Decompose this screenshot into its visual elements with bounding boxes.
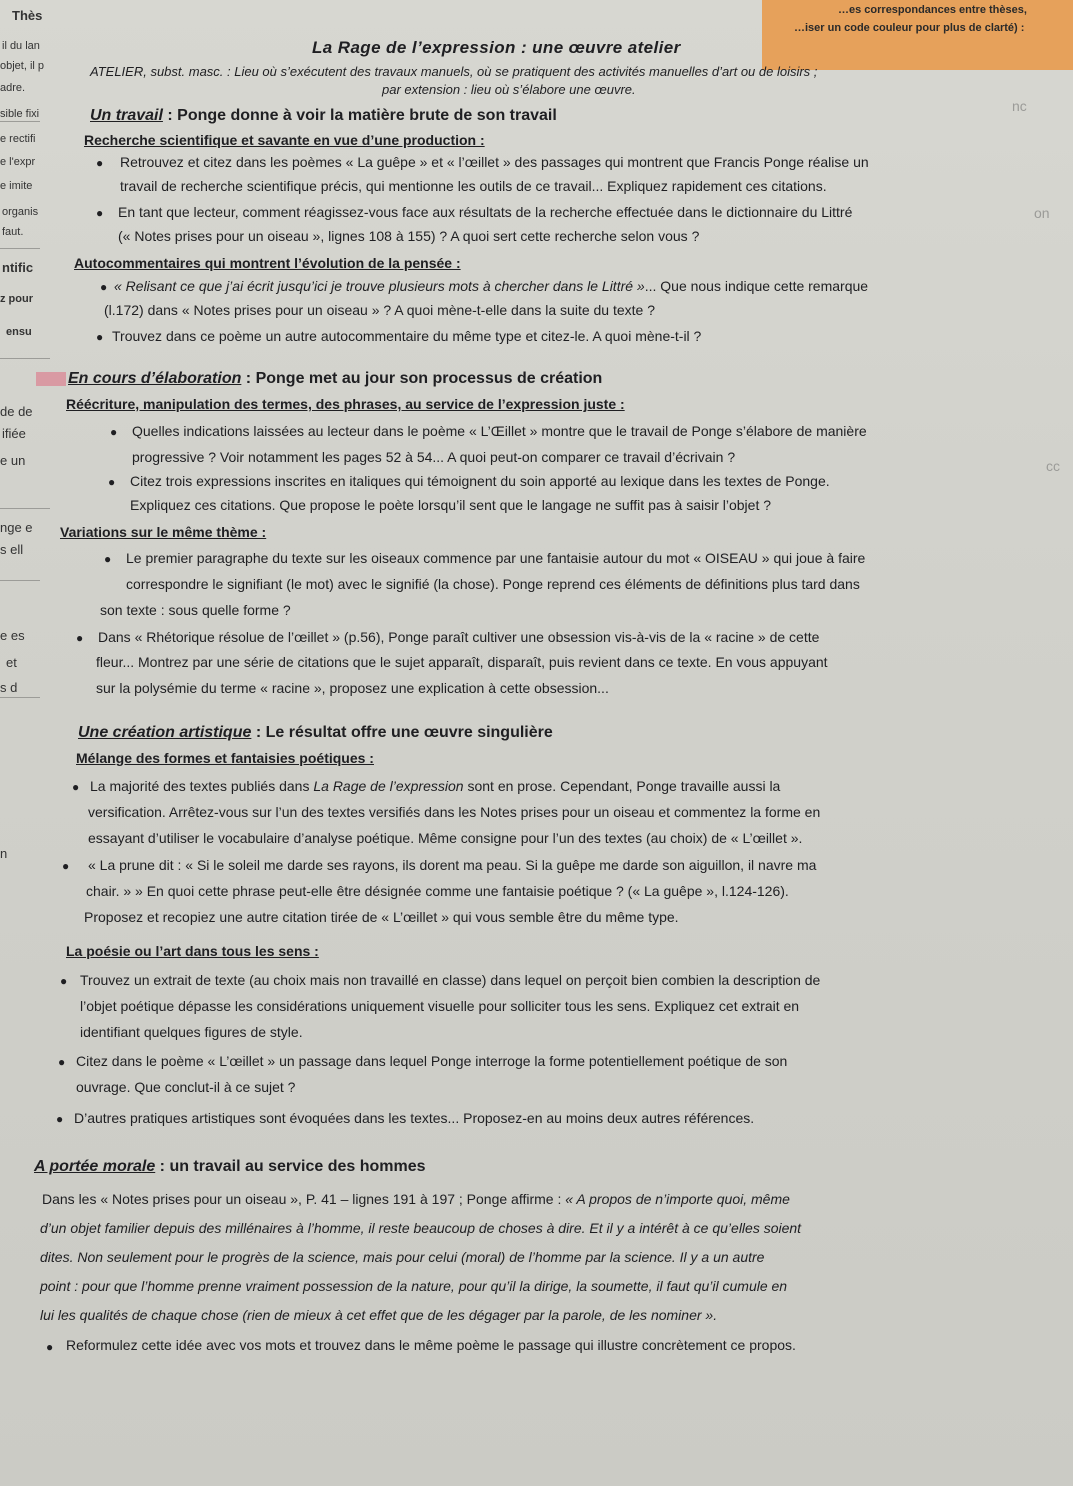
definition-line-1: ATELIER, subst. masc. : Lieu où s’exécutent des travaux manuels, où se pratiquent des activités manuelles d’art ou de loisirs ; [90, 64, 818, 79]
paragraph-line: point : pour que l’homme prenne vraiment possession de la nature, pour qu’il la dirige, la soumette, il faut qu’il cumule en [40, 1278, 788, 1294]
question-text: son texte : sous quelle forme ? [100, 602, 291, 618]
question-text: (l.172) dans « Notes prises pour un oiseau » ? A quoi mène-t-elle dans la suite du texte ? [104, 302, 656, 318]
margin-rule [0, 248, 40, 249]
question-text [90, 778, 780, 794]
bullet-dot-icon: ● [104, 552, 112, 566]
right-margin-text: nc [1012, 98, 1027, 114]
margin-text: organis [2, 206, 39, 218]
question-text: progressive ? Voir notamment les pages 52 à 54... A quoi peut-on comparer ce travail d’écrivain ? [132, 449, 736, 465]
margin-rule [0, 358, 50, 359]
section-heading-rest: : un travail au service des hommes [155, 1158, 426, 1175]
section-heading-rest: : Le résultat offre une œuvre singulière [251, 724, 553, 741]
section-heading-creation [78, 724, 553, 742]
section-heading-rest: : Ponge donne à voir la matière brute de son travail [162, 107, 557, 124]
margin-text: il du lan [2, 40, 40, 52]
question-text: essayant d’utiliser le vocabulaire d’analyse poétique. Même consigne pour l’un des textes (au choix) de « L’œillet ». [88, 830, 803, 846]
section-heading-elaboration [68, 370, 602, 388]
bullet-dot-icon: ● [58, 1055, 66, 1069]
question-text: chair. » » En quoi cette phrase peut-elle être désignée comme une fantaisie poétique ? (« La guêpe », l.124-126). [86, 883, 789, 899]
question-text: identifiant quelques figures de style. [80, 1024, 303, 1040]
sticky-note-line-1: …es correspondances entre thèses, [838, 4, 1027, 16]
margin-rule [0, 121, 40, 122]
question-text: Citez trois expressions inscrites en italiques qui témoignent du soin apporté au lexique dans les textes de Ponge. [130, 473, 830, 489]
right-margin-text: on [1034, 205, 1050, 221]
subheading: Réécriture, manipulation des termes, des phrases, au service de l’expression juste : [66, 396, 625, 412]
question-text: travail de recherche scientifique précis, qui mentionne les outils de ce travail... Expliquez rapidement ces citations. [120, 178, 827, 194]
question-text: Proposez et recopiez une autre citation tirée de « L’œillet » qui vous semble être du même type. [84, 909, 679, 925]
margin-text: s ell [0, 542, 24, 557]
pink-highlight-mark [36, 372, 66, 386]
question-text: Trouvez un extrait de texte (au choix mais non travaillé en classe) dans lequel on perçoit bien combien la description de [80, 972, 821, 988]
question-text: Dans « Rhétorique résolue de l’œillet » (p.56), Ponge paraît cultiver une obsession vis-à-vis de la « racine » de cette [98, 629, 820, 645]
bullet-dot-icon: ● [96, 156, 104, 170]
subheading: Mélange des formes et fantaisies poétiques : [76, 750, 374, 766]
question-text: Retrouvez et citez dans les poèmes « La guêpe » et « l’œillet » des passages qui montrent que Francis Ponge réalise un [120, 154, 869, 170]
question-text: fleur... Montrez par une série de citations que le sujet apparaît, disparaît, puis revient dans ce texte. En vous appuyant [96, 654, 828, 670]
question-text: sur la polysémie du terme « racine », proposez une explication à cette obsession... [96, 680, 609, 696]
question-text: D’autres pratiques artistiques sont évoquées dans les textes... Proposez-en au moins deux autres références. [74, 1110, 755, 1126]
question-text: Quelles indications laissées au lecteur dans le poème « L’Œillet » montre que le travail de Ponge s’élabore de manière [132, 423, 867, 439]
margin-text: objet, il p [0, 60, 45, 72]
margin-text: n [0, 846, 8, 861]
margin-text: et [6, 655, 17, 670]
margin-text: de de [0, 404, 33, 419]
question-text: Reformulez cette idée avec vos mots et trouvez dans le même poème le passage qui illustre concrètement ce propos. [66, 1337, 796, 1353]
question-text: correspondre le signifiant (le mot) avec le signifié (la chose). Ponge reprend ces éléments de définitions plus tard dans [126, 576, 860, 592]
bullet-dot-icon: ● [56, 1112, 64, 1126]
margin-text: e rectifi [0, 133, 36, 145]
question-text: versification. Arrêtez-vous sur l’un des textes versifiés dans les Notes prises pour un oiseau et commentez la forme en [88, 804, 821, 820]
quote-italic: « A propos de n’importe quoi, même [565, 1191, 790, 1207]
bullet-dot-icon: ● [96, 330, 104, 344]
margin-text: e es [0, 628, 25, 643]
section-heading-lead: A portée morale [34, 1158, 156, 1175]
paragraph-line: lui les qualités de chaque chose (rien de mieux à cet effet que de les dégager par la parole, de les nominer ». [40, 1307, 718, 1323]
subheading: Recherche scientifique et savante en vue d’une production : [84, 132, 485, 148]
margin-text: e un [0, 453, 26, 468]
quote-italic: « Relisant ce que j’ai écrit jusqu’ici je trouve plusieurs mots à chercher dans le Littré » [114, 278, 645, 294]
section-heading-lead: En cours d’élaboration [68, 370, 242, 387]
margin-text: nge e [0, 520, 33, 535]
question-text: Le premier paragraphe du texte sur les oiseaux commence par une fantaisie autour du mot « OISEAU » qui joue à faire [126, 550, 866, 566]
section-heading-rest: : Ponge met au jour son processus de création [241, 370, 603, 387]
subheading: Autocommentaires qui montrent l’évolution de la pensée : [74, 255, 461, 271]
section-heading-lead: Une création artistique [78, 724, 252, 741]
bullet-dot-icon: ● [96, 206, 104, 220]
margin-rule [0, 697, 40, 698]
bullet-dot-icon: ● [100, 280, 108, 294]
bullet-dot-icon: ● [108, 475, 116, 489]
text-run: La majorité des textes publiés dans [90, 778, 314, 794]
text-run: sont en prose. Cependant, Ponge travaille aussi la [463, 778, 781, 794]
question-text: « La prune dit : « Si le soleil me darde ses rayons, ils dorent ma peau. Si la guêpe me darde son aiguillon, il navre ma [88, 857, 817, 873]
subheading: Variations sur le même thème : [60, 524, 267, 540]
question-text: Trouvez dans ce poème un autre autocommentaire du même type et citez-le. A quoi mène-t-il ? [112, 328, 702, 344]
question-text: En tant que lecteur, comment réagissez-vous face aux résultats de la recherche effectuée dans le dictionnaire du Littré [118, 204, 853, 220]
paragraph-line [42, 1191, 790, 1207]
bullet-dot-icon: ● [76, 631, 84, 645]
margin-text: adre. [0, 82, 26, 94]
margin-text: s d [0, 680, 18, 695]
paragraph-line: d’un objet familier depuis des millénaires à l’homme, il reste beaucoup de choses à dire. Et il y a intérêt à ce qu’elles soient [40, 1220, 802, 1236]
definition-line-2: par extension : lieu où s’élabore une œuvre. [382, 82, 636, 97]
question-text: ouvrage. Que conclut-il à ce sujet ? [76, 1079, 296, 1095]
section-heading-travail [90, 107, 557, 125]
section-heading-morale [34, 1158, 426, 1176]
question-text: Citez dans le poème « L’œillet » un passage dans lequel Ponge interroge la forme potentiellement poétique de son [76, 1053, 788, 1069]
margin-text: z pour [0, 293, 33, 305]
bullet-dot-icon: ● [62, 859, 70, 873]
margin-text: ensu [6, 326, 32, 338]
bullet-dot-icon: ● [110, 425, 118, 439]
page-title: La Rage de l’expression : une œuvre atelier [312, 38, 681, 57]
margin-rule [0, 580, 40, 581]
section-heading-lead: Un travail [90, 107, 163, 124]
margin-text: e imite [0, 180, 33, 192]
question-text: Expliquez ces citations. Que propose le poète lorsqu’il sent que le langage ne suffit pas à saisir l’objet ? [130, 497, 772, 513]
subheading: La poésie ou l’art dans tous les sens : [66, 943, 319, 959]
right-margin-text: cc [1046, 458, 1060, 474]
margin-rule [0, 508, 50, 509]
bullet-dot-icon: ● [72, 780, 80, 794]
question-text [114, 278, 868, 294]
margin-text: faut. [2, 226, 24, 238]
margin-text: Thès [12, 8, 43, 23]
quote-rest: ... Que nous indique cette remarque [644, 278, 869, 294]
margin-text: e l'expr [0, 156, 36, 168]
bullet-dot-icon: ● [46, 1340, 54, 1354]
sticky-note-line-2: …iser un code couleur pour plus de clarté) : [794, 22, 1025, 34]
margin-text: sible fixi [0, 108, 40, 120]
book-title: La Rage de l’expression [313, 778, 464, 794]
margin-text: ntific [2, 260, 34, 275]
question-text: (« Notes prises pour un oiseau », lignes 108 à 155) ? A quoi sert cette recherche selon vous ? [118, 228, 700, 244]
margin-text: ifiée [2, 426, 26, 441]
text-run: Dans les « Notes prises pour un oiseau », P. 41 – lignes 191 à 197 ; Ponge affirme : [42, 1191, 566, 1207]
paragraph-line: dites. Non seulement pour le progrès de la science, mais pour celui (moral) de l’homme par la science. Il y a un autre [40, 1249, 765, 1265]
bullet-dot-icon: ● [60, 974, 68, 988]
question-text: l’objet poétique dépasse les considérations uniquement visuelle pour solliciter tous les sens. Expliquez cet extrait en [80, 998, 800, 1014]
